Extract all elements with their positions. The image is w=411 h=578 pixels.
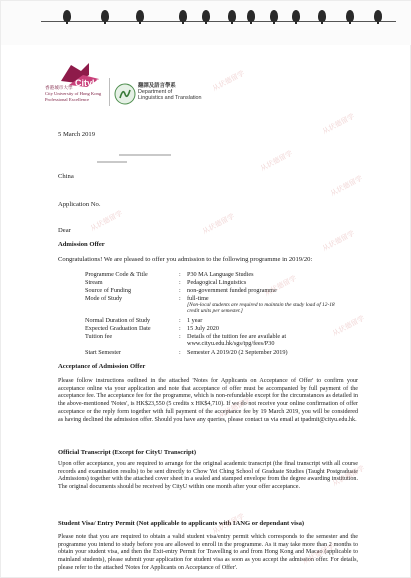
bird-icon: [136, 10, 144, 22]
colon: :: [179, 279, 181, 286]
bird-icon: [179, 10, 187, 22]
transcript-paragraph: Upon offer acceptance, you are required to arrange for the original academic transcript (the final transcript with all course records and examination results) to be sent directly to Chow Yei Ching School of Graduate Studies (Taught Postgraduate Admissions) together with the attached cover sheet in a sealed and stamped envelope from the degree awarding institution. The original documents should be received by CityU within one month after your offer acceptance.: [58, 461, 358, 491]
row-value: 1 year: [187, 317, 203, 324]
row-label: Normal Duration of Study: [85, 317, 151, 324]
cityu-tagline: Professional Excellence: [45, 96, 90, 102]
watermark-text: 从状德留学: [217, 396, 252, 420]
department-name: [138, 83, 202, 101]
address-country: China: [58, 173, 74, 180]
bird-icon: [101, 10, 109, 22]
row-label: Expected Graduation Date: [85, 325, 151, 332]
colon: :: [179, 333, 181, 340]
application-no-label: Application No.: [58, 201, 101, 208]
department-name-en-line2: Linguistics and Translation: [138, 95, 202, 101]
watermark-text: 从状德留学: [211, 512, 246, 536]
watermark-text: 从状德留学: [321, 229, 356, 253]
watermark-text: 从状德留学: [201, 212, 236, 236]
watermark-text: 从状德留学: [263, 274, 298, 298]
row-label: Programme Code & Title: [85, 271, 148, 278]
colon: :: [179, 325, 181, 332]
row-value: Semester A 2019/20 (2 September 2019): [187, 349, 288, 356]
row-value: non-government funded programme: [187, 287, 277, 294]
watermark-text: 从状德留学: [259, 149, 294, 173]
row-value: Pedagogical Linguistics: [187, 279, 247, 286]
colon: :: [179, 317, 181, 324]
watermark-text: 从状德留学: [89, 209, 124, 233]
row-value: Details of the tuition fee are available at www.cityu.edu.hk/sgs/tpg/fees/P30: [187, 333, 287, 348]
watermark-text: 从状德留学: [331, 314, 366, 338]
visa-paragraph: Please note that you are required to obtain a valid student visa/entry permit which corresponds to the semester and the programme you intend to study before you are allowed to enroll in the programme. As it may take more than 2 months to obtain your student visa, and then the Exit-entry Permit for Travelling to and from Hong Kong and Macao (applicable to mainland students), please submit your application for student visa as soon as you accept the admission offer. For details, please refer to the attached 'Notes for Applicants on Acceptance of Offer'.: [58, 534, 358, 571]
transcript-heading: Official Transcript (Except for CityU Transcript): [58, 449, 197, 456]
row-value: P30 MA Language Studies: [187, 271, 254, 278]
watermark-text: 从状德留学: [301, 542, 336, 566]
row-label: Mode of Study: [85, 295, 123, 302]
bird-icon: [63, 10, 71, 22]
row-label: Source of Funding: [85, 287, 132, 294]
bird-icon: [318, 10, 326, 22]
watermark-text: 从状德留学: [321, 112, 356, 136]
bird-icon: [228, 10, 236, 22]
redacted-address: [119, 154, 171, 156]
cityu-name-zh: 香港城市大學: [45, 86, 73, 91]
row-label: Tuition fee: [85, 333, 113, 340]
visa-heading: Student Visa/ Entry Permit (Not applicable to applicants with IANG or dependant visa): [58, 520, 305, 527]
logo-divider: [109, 78, 110, 106]
department-name-zh: 翻譯及語言學系: [138, 83, 176, 89]
study-load-note: [Non-local students are required to maintain the study load of 12-18 credit units per semester.]: [187, 302, 335, 315]
bird-icon: [346, 10, 354, 22]
colon: :: [179, 295, 181, 302]
acceptance-heading: Acceptance of Admission Offer: [58, 363, 146, 370]
department-name-en-line1: Department of: [138, 89, 173, 95]
letter-date: 5 March 2019: [58, 131, 95, 138]
watermark-text: 从状德留学: [211, 69, 246, 93]
cityu-logo: [59, 61, 105, 89]
acceptance-paragraph: Please follow instructions outlined in the attached 'Notes for Applicants on Acceptance of Offer' to confirm your acceptance online via your application and note that acceptance of offer must be accompanied by full payment of the acceptance fee. The acceptance fee for the programme, which is non-refundable except for the circumstances as detailed in the above-mentioned 'Notes', is HK$23,550 (5 credits x HK$4,710). If we do not receive your online confirmation of offer acceptance or the reply form together with full payment of the acceptance fee by 19 March 2019, you will be considered as having declined the admission offer. Should you have any queries, please contact us via email at tpadmit@cityu.edu.hk.: [58, 378, 358, 423]
colon: :: [179, 287, 181, 294]
colon: :: [179, 271, 181, 278]
watermark-text: 从状德留学: [329, 174, 364, 198]
bird-icon: [292, 10, 300, 22]
row-value: full-time: [187, 295, 209, 302]
cityu-name: [45, 86, 105, 102]
department-logo-icon: [114, 83, 136, 105]
wire-line: [41, 21, 396, 22]
birds-banner: [1, 1, 411, 45]
bird-icon: [374, 10, 382, 22]
salutation: Dear: [58, 227, 71, 234]
cityu-logo-text: CityU: [75, 78, 99, 88]
row-label: Start Semester: [85, 349, 121, 356]
row-value: 15 July 2020: [187, 325, 219, 332]
redacted-address: [97, 161, 127, 163]
bird-icon: [247, 10, 255, 22]
bird-icon: [270, 10, 278, 22]
row-label: Stream: [85, 279, 103, 286]
watermark-text: 从状德留学: [331, 464, 366, 488]
intro-paragraph: Congratulations! We are pleased to offer you admission to the following programme in 2019/20:: [58, 256, 313, 263]
bird-icon: [202, 10, 210, 22]
colon: :: [179, 349, 181, 356]
cityu-name-en: City University of Hong Kong: [45, 91, 102, 97]
subject-line: Admission Offer: [58, 241, 105, 248]
